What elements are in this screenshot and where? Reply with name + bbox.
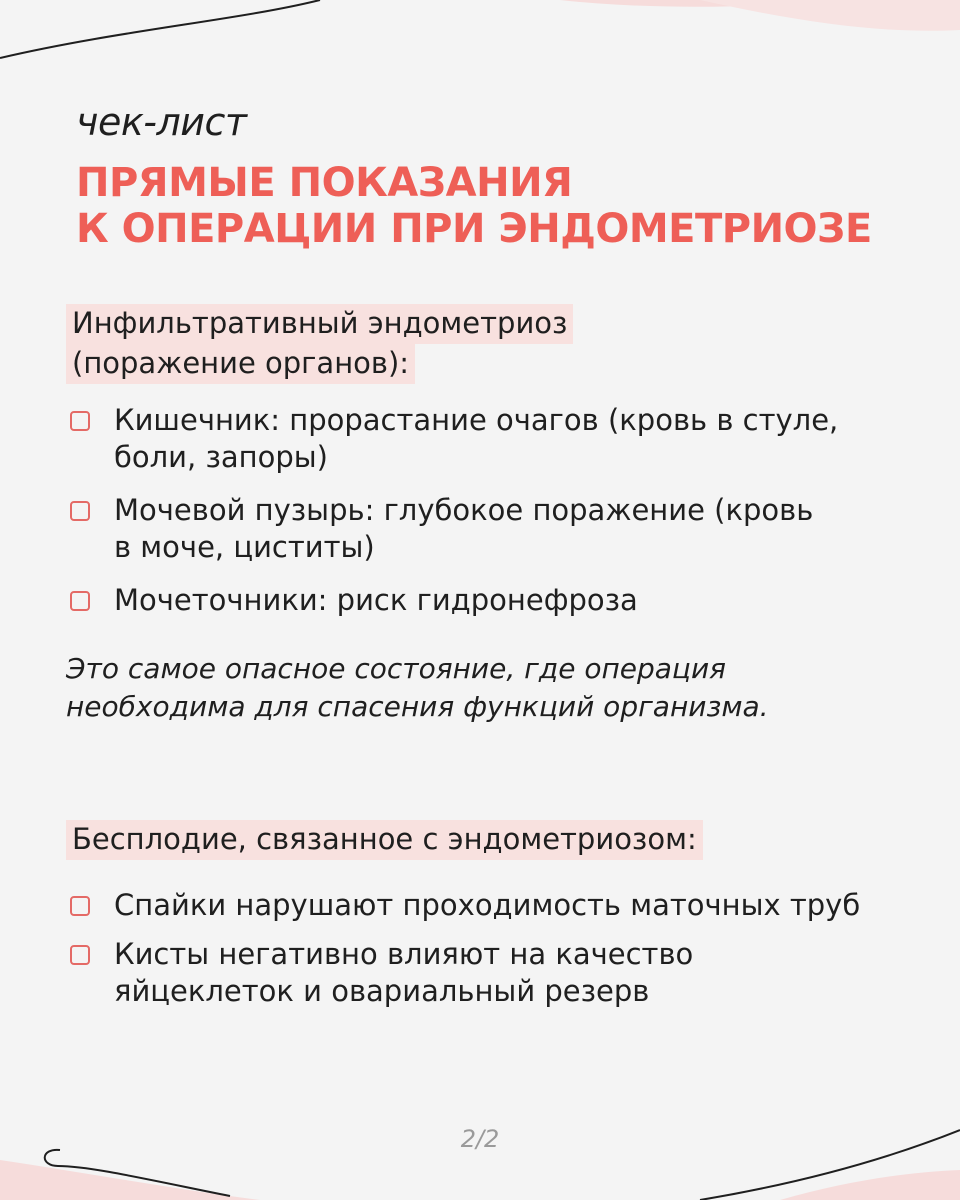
item-line-1: Кисты негативно влияют на качество <box>114 937 694 971</box>
section-heading-infiltrative <box>66 304 573 384</box>
item-line-1: Мочевой пузырь: глубокое поражение (кровь <box>114 493 814 527</box>
heading-line-1: Инфильтративный эндометриоз <box>66 304 573 344</box>
title-line-2: К ОПЕРАЦИИ ПРИ ЭНДОМЕТРИОЗЕ <box>76 206 872 252</box>
heading-line: Бесплодие, связанное с эндометриозом: <box>66 820 703 860</box>
decorative-wave-bottom <box>0 1110 960 1200</box>
warning-note <box>66 650 886 726</box>
checklist-infertility <box>68 887 888 1026</box>
item-line-2: яйцеклеток и овариальный резерв <box>114 974 650 1008</box>
checkbox-icon[interactable] <box>70 411 90 431</box>
eyebrow-label: чек-лист <box>76 100 247 144</box>
note-line-1: Это самое опасное состояние, где операция <box>66 652 727 685</box>
list-item <box>68 887 888 924</box>
page-number: 2/2 <box>460 1125 500 1153</box>
checkbox-icon[interactable] <box>70 591 90 611</box>
item-line-1: Кишечник: прорастание очагов (кровь в стуле, <box>114 403 839 437</box>
heading-line-2: (поражение органов): <box>66 344 415 384</box>
list-item <box>68 582 888 619</box>
item-line-1: Спайки нарушают проходимость маточных труб <box>114 888 861 922</box>
checkbox-icon[interactable] <box>70 945 90 965</box>
title-line-1: ПРЯМЫЕ ПОКАЗАНИЯ <box>76 160 573 206</box>
item-line-2: в моче, циститы) <box>114 530 375 564</box>
list-item <box>68 402 888 476</box>
list-item <box>68 492 888 566</box>
item-line-1: Мочеточники: риск гидронефроза <box>114 583 638 617</box>
checkbox-icon[interactable] <box>70 501 90 521</box>
page-title <box>76 160 916 252</box>
checkbox-icon[interactable] <box>70 896 90 916</box>
section-heading-infertility <box>66 820 703 860</box>
item-line-2: боли, запоры) <box>114 440 328 474</box>
list-item <box>68 936 888 1010</box>
checklist-organs <box>68 402 888 635</box>
decorative-wave-top <box>0 0 960 90</box>
note-line-2: необходима для спасения функций организма. <box>66 690 769 723</box>
